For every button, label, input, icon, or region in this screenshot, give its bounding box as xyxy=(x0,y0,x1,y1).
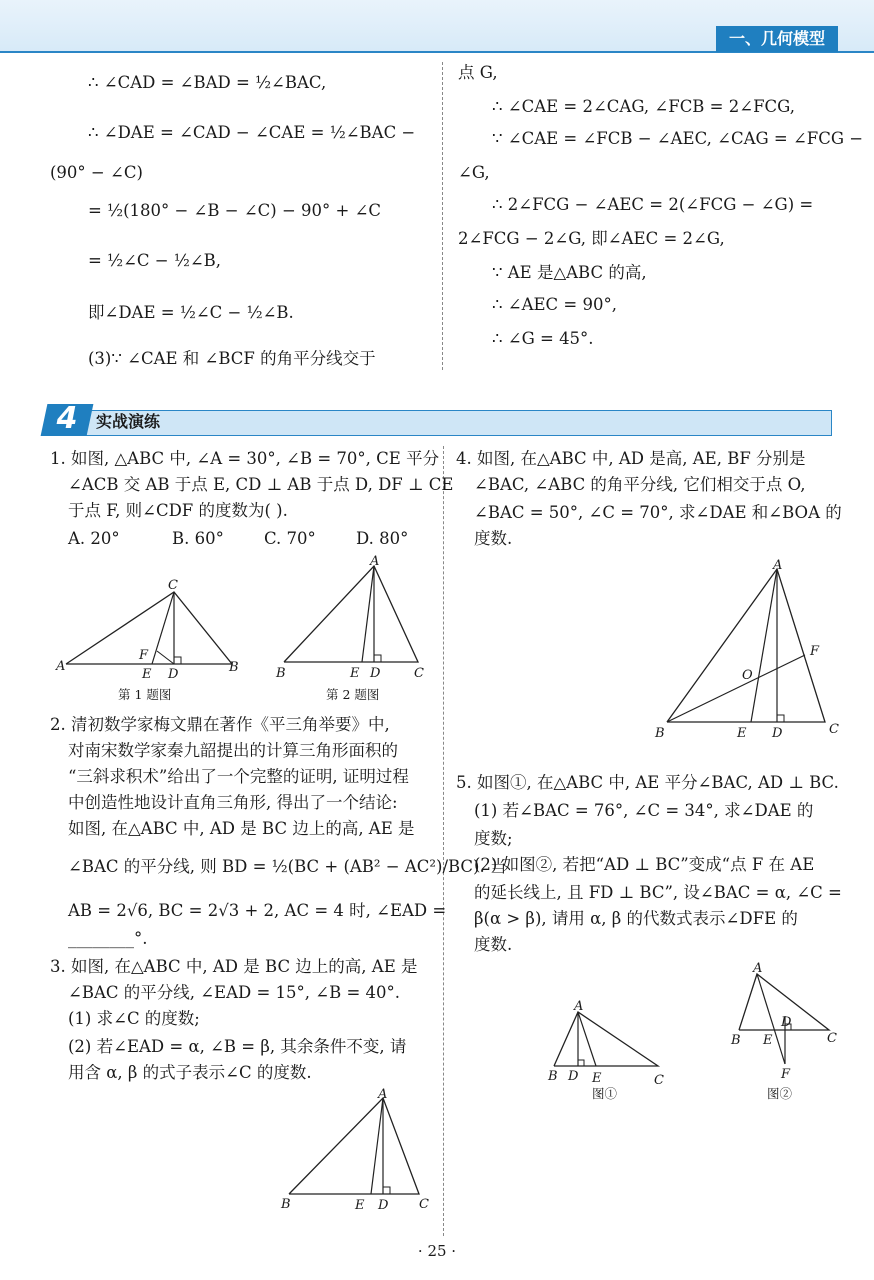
q5f2-label-a: A xyxy=(753,961,763,976)
q1-figure-1-caption: 第 1 题图 xyxy=(118,687,172,702)
q1-option-c: C. 70° xyxy=(264,529,316,548)
q5f1-label-e: E xyxy=(592,1071,602,1086)
q5f2-label-b: B xyxy=(731,1033,741,1048)
q1-line-2: ∠ACB 交 AB 于点 E, CD ⊥ AB 于点 D, DF ⊥ CE xyxy=(68,475,454,494)
q2-line-7: AB = 2√6, BC = 2√3 + 2, AC = 4 时, ∠EAD = xyxy=(68,901,447,920)
q3-label-c: C xyxy=(419,1197,429,1212)
top-right-line-1: 点 G, xyxy=(458,63,498,82)
fig1-label-b: B xyxy=(229,660,239,675)
q5-line-7: 度数. xyxy=(474,935,513,954)
q3-line-1: 3. 如图, 在△ABC 中, AD 是 BC 边上的高, AE 是 xyxy=(50,957,418,976)
top-right-line-4: ∠G, xyxy=(458,163,490,182)
top-left-line-7: (3)∵ ∠CAE 和 ∠BCF 的角平分线交于 xyxy=(88,349,376,368)
top-right-line-3: ∵ ∠CAE = ∠FCB − ∠AEC, ∠CAG = ∠FCG − xyxy=(492,129,864,148)
fig2-label-c: C xyxy=(414,666,424,681)
q4-label-a: A xyxy=(773,558,783,573)
q5-line-5: 的延长线上, 且 FD ⊥ BC”, 设∠BAC = α, ∠C = xyxy=(474,883,842,902)
q4-line-1: 4. 如图, 在△ABC 中, AD 是高, AE, BF 分别是 xyxy=(456,449,806,468)
q3-label-b: B xyxy=(281,1197,291,1212)
q5f2-label-c: C xyxy=(827,1031,837,1046)
top-right-line-8: ∴ ∠AEC = 90°, xyxy=(492,295,617,314)
q2-line-5: 如图, 在△ABC 中, AD 是 BC 边上的高, AE 是 xyxy=(68,819,415,838)
q5-figure-1-caption: 图① xyxy=(592,1086,618,1101)
q3-label-a: A xyxy=(378,1088,388,1102)
q5-figure-2-caption: 图② xyxy=(767,1086,793,1101)
q4-line-4: 度数. xyxy=(474,529,513,548)
q2-line-1: 2. 清初数学家梅文鼎在著作《平三角举要》中, xyxy=(50,715,390,734)
q4-label-b: B xyxy=(655,726,665,741)
fig1-label-a: A xyxy=(56,659,66,674)
fig1-label-e: E xyxy=(142,667,152,682)
section-title: 实战演练 xyxy=(96,412,161,431)
q5-line-1: 5. 如图①, 在△ABC 中, AE 平分∠BAC, AD ⊥ BC. xyxy=(456,773,839,792)
q3-line-3: (1) 求∠C 的度数; xyxy=(68,1009,200,1028)
q3-label-d: D xyxy=(378,1198,389,1213)
q5-figure-2 xyxy=(725,960,845,1102)
top-right-line-6: 2∠FCG − 2∠G, 即∠AEC = 2∠G, xyxy=(458,229,725,248)
top-right-line-2: ∴ ∠CAE = 2∠CAG, ∠FCB = 2∠FCG, xyxy=(492,97,795,116)
q4-label-d: D xyxy=(772,726,783,741)
q4-line-3: ∠BAC = 50°, ∠C = 70°, 求∠DAE 和∠BOA 的 xyxy=(474,503,842,522)
q4-label-e: E xyxy=(737,726,747,741)
q5-line-4: (2) 如图②, 若把“AD ⊥ BC”变成“点 F 在 AE xyxy=(474,855,815,874)
column-divider-top xyxy=(442,62,443,370)
q1-line-1: 1. 如图, △ABC 中, ∠A = 30°, ∠B = 70°, CE 平分 xyxy=(50,449,440,468)
q4-figure xyxy=(645,555,855,745)
q5f1-label-d: D xyxy=(568,1069,579,1084)
q5-line-6: β(α > β), 请用 α, β 的代数式表示∠DFE 的 xyxy=(474,909,798,928)
top-left-line-2: ∴ ∠DAE = ∠CAD − ∠CAE = ½∠BAC − xyxy=(88,123,416,142)
section-number: 4 xyxy=(56,401,78,436)
q5-line-2: (1) 若∠BAC = 76°, ∠C = 34°, 求∠DAE 的 xyxy=(474,801,814,820)
fig2-label-e: E xyxy=(350,666,360,681)
q4-label-c: C xyxy=(829,722,839,737)
q2-line-2: 对南宋数学家秦九韶提出的计算三角形面积的 xyxy=(68,741,398,760)
top-left-line-4: = ½(180° − ∠B − ∠C) − 90° + ∠C xyxy=(88,201,382,220)
q5f2-label-d: D xyxy=(781,1015,792,1030)
section-header-bar xyxy=(48,410,832,436)
q1-line-3: 于点 F, 则∠CDF 的度数为( ). xyxy=(68,501,288,520)
q1-option-a: A. 20° xyxy=(68,529,120,548)
fig1-label-f: F xyxy=(139,648,149,663)
top-left-line-3: (90° − ∠C) xyxy=(50,163,143,182)
fig1-label-c: C xyxy=(168,578,178,593)
q5f1-label-b: B xyxy=(548,1069,558,1084)
q1-option-d: D. 80° xyxy=(356,529,409,548)
q2-line-6: ∠BAC 的平分线, 则 BD = ½(BC + (AB² − AC²)/BC). 当 xyxy=(68,857,507,876)
q5-figure-1 xyxy=(540,996,680,1106)
q5f2-label-f: F xyxy=(781,1067,791,1082)
fig2-label-d: D xyxy=(370,666,381,681)
fig2-label-a: A xyxy=(370,555,380,569)
q3-line-5: 用含 α, β 的式子表示∠C 的度数. xyxy=(68,1063,312,1082)
q3-label-e: E xyxy=(355,1198,365,1213)
q2-line-3: “三斜求积术”给出了一个完整的证明, 证明过程 xyxy=(68,767,409,786)
q4-label-f: F xyxy=(810,644,820,659)
q5f1-label-a: A xyxy=(574,999,584,1014)
page-number: · 25 · xyxy=(417,1242,457,1260)
top-left-line-1: ∴ ∠CAD = ∠BAD = ½∠BAC, xyxy=(88,73,327,92)
q3-line-4: (2) 若∠EAD = α, ∠B = β, 其余条件不变, 请 xyxy=(68,1037,407,1056)
q2-figure xyxy=(270,555,440,710)
q2-line-8: ________°. xyxy=(68,929,148,948)
fig1-label-d: D xyxy=(168,667,179,682)
q1-option-b: B. 60° xyxy=(172,529,224,548)
section-tag: 一、几何模型 xyxy=(716,26,838,52)
q3-line-2: ∠BAC 的平分线, ∠EAD = 15°, ∠B = 40°. xyxy=(68,983,401,1002)
q1-figure-2-caption: 第 2 题图 xyxy=(326,687,380,702)
q4-label-o: O xyxy=(742,668,753,683)
top-right-line-5: ∴ 2∠FCG − ∠AEC = 2(∠FCG − ∠G) = xyxy=(492,195,814,214)
q4-line-2: ∠BAC, ∠ABC 的角平分线, 它们相交于点 O, xyxy=(474,475,806,494)
top-right-line-7: ∵ AE 是△ABC 的高, xyxy=(492,263,647,282)
q5f1-label-c: C xyxy=(654,1073,664,1088)
top-right-line-9: ∴ ∠G = 45°. xyxy=(492,329,594,348)
q3-figure xyxy=(275,1088,440,1218)
column-divider-bottom xyxy=(443,446,444,1236)
top-left-line-6: 即∠DAE = ½∠C − ½∠B. xyxy=(88,303,294,322)
q5f2-label-e: E xyxy=(763,1033,773,1048)
q2-line-4: 中创造性地设计直角三角形, 得出了一个结论: xyxy=(68,793,398,812)
q5-line-3: 度数; xyxy=(474,829,513,848)
fig2-label-b: B xyxy=(276,666,286,681)
q1-figure-1 xyxy=(50,575,250,710)
top-left-line-5: = ½∠C − ½∠B, xyxy=(88,251,222,270)
